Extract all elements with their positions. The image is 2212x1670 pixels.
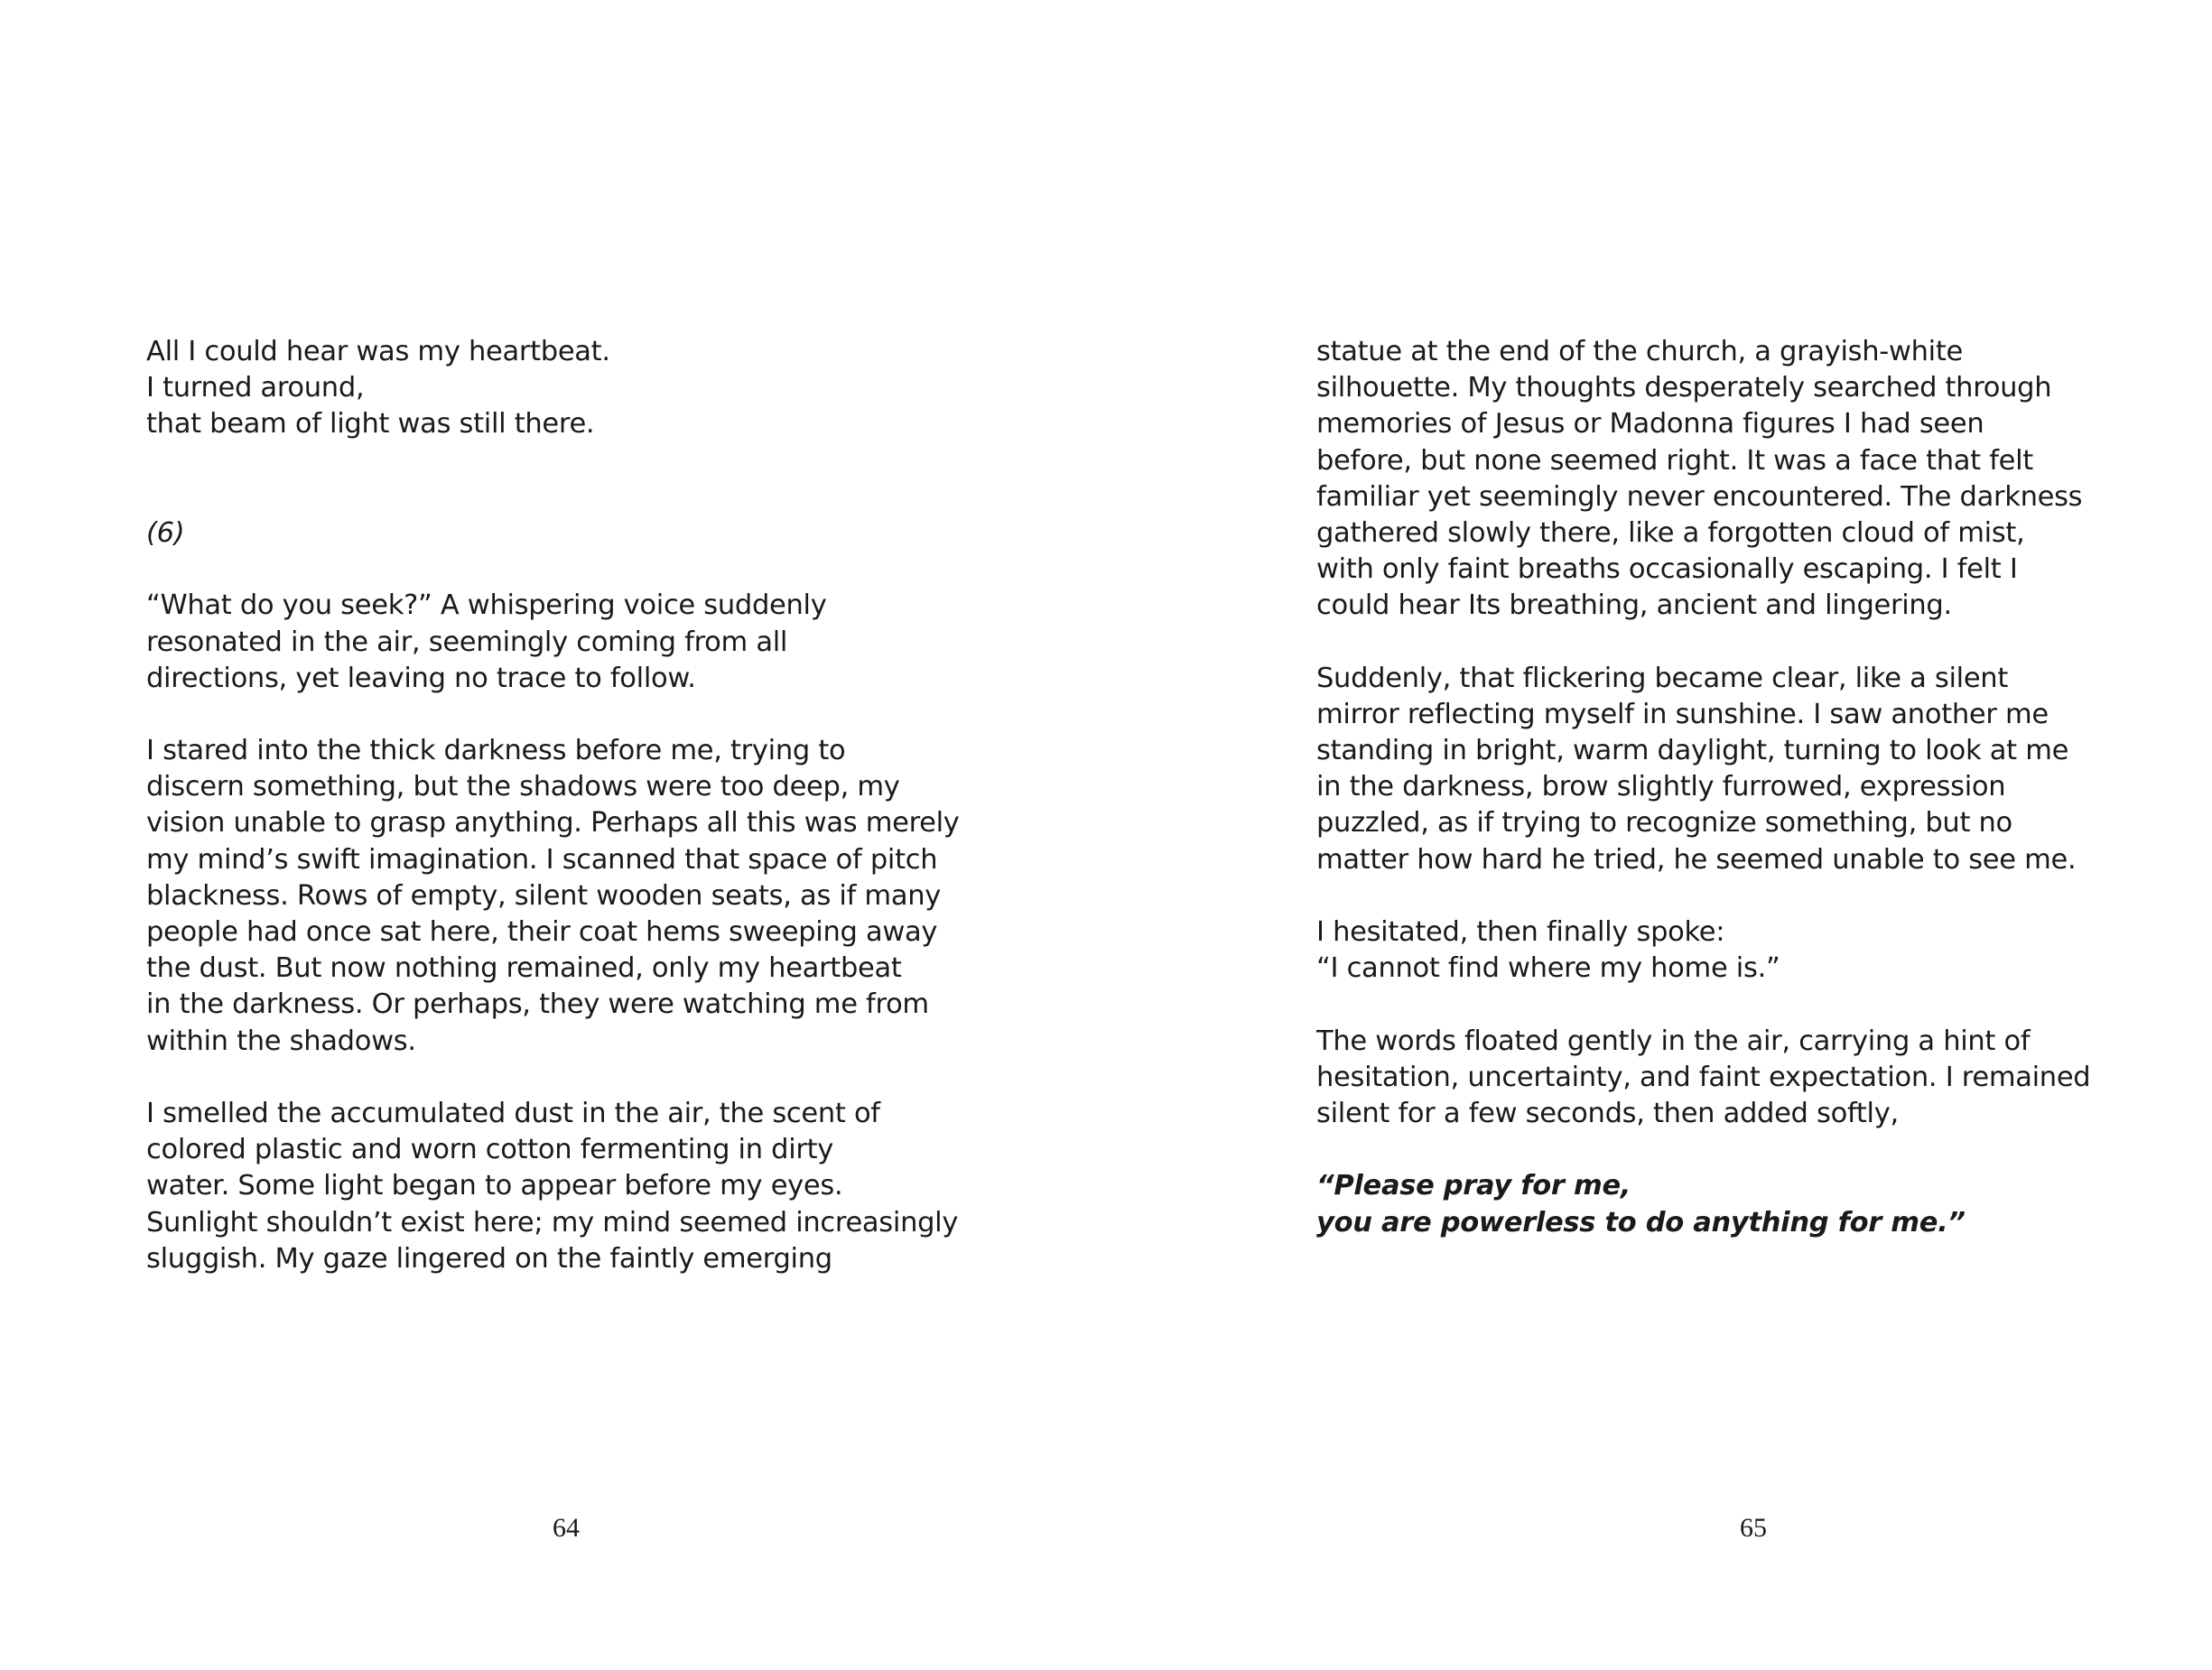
right-page <box>1106 0 2212 1670</box>
section-heading: (6) <box>146 516 185 549</box>
right-page-text <box>1316 334 2129 1241</box>
text-line: I stared into the thick darkness before me, trying to <box>146 735 846 767</box>
text-line: my mind’s swift imagination. I scanned that space of pitch <box>146 843 938 876</box>
text-line: “I cannot find where my home is.” <box>1316 952 1780 985</box>
text-line: “What do you seek?” A whispering voice suddenly <box>146 589 827 622</box>
text-line: vision unable to grasp anything. Perhaps all this was merely <box>146 807 960 840</box>
text-line: blackness. Rows of empty, silent wooden seats, as if many <box>146 879 942 912</box>
text-line: familiar yet seemingly never encountered. The darkness <box>1316 480 2083 513</box>
page-number-left: 64 <box>553 1513 580 1543</box>
text-line: gathered slowly there, like a forgotten cloud of mist, <box>1316 516 2025 549</box>
text-line: matter how hard he tried, he seemed unable to see me. <box>1316 843 2077 876</box>
text-line: statue at the end of the church, a grayish-white <box>1316 336 1963 367</box>
quote-line: you are powerless to do anything for me.” <box>1316 1206 1966 1239</box>
text-line: All I could hear was my heartbeat. <box>146 336 610 367</box>
text-line: that beam of light was still there. <box>146 408 595 441</box>
text-line: memories of Jesus or Madonna figures I had seen <box>1316 408 1984 441</box>
text-line: I turned around, <box>146 372 365 404</box>
text-line: mirror reflecting myself in sunshine. I saw another me <box>1316 698 2049 730</box>
text-line: within the shadows. <box>146 1025 416 1057</box>
text-line: Suddenly, that flickering became clear, like a silent <box>1316 662 2008 694</box>
text-line: water. Some light began to appear before my eyes. <box>146 1170 843 1202</box>
text-line: standing in bright, warm daylight, turning to look at me <box>1316 735 2069 767</box>
text-line: resonated in the air, seemingly coming from all <box>146 626 788 658</box>
text-line: silent for a few seconds, then added softly, <box>1316 1097 1899 1129</box>
text-line: sluggish. My gaze lingered on the faintly emerging <box>146 1242 832 1275</box>
text-line: in the darkness. Or perhaps, they were watching me from <box>146 988 929 1021</box>
text-line: I hesitated, then finally spoke: <box>1316 916 1725 948</box>
text-line: discern something, but the shadows were too deep, my <box>146 771 900 803</box>
text-line: in the darkness, brow slightly furrowed, expression <box>1316 771 2006 803</box>
text-line: the dust. But now nothing remained, only my heartbeat <box>146 952 902 985</box>
text-line: I smelled the accumulated dust in the air, the scent of <box>146 1097 880 1129</box>
text-line: with only faint breaths occasionally escaping. I felt I <box>1316 553 2018 586</box>
left-page-text <box>146 334 959 1277</box>
page-number-right: 65 <box>1740 1513 1767 1543</box>
text-line: puzzled, as if trying to recognize something, but no <box>1316 807 2012 840</box>
text-line: people had once sat here, their coat hems sweeping away <box>146 916 938 948</box>
text-line: hesitation, uncertainty, and faint expectation. I remained <box>1316 1061 2091 1093</box>
text-line: before, but none seemed right. It was a face that felt <box>1316 444 2033 477</box>
text-line: Sunlight shouldn’t exist here; my mind seemed increasingly <box>146 1206 959 1239</box>
text-line: could hear Its breathing, ancient and lingering. <box>1316 589 1952 622</box>
text-line: directions, yet leaving no trace to follow. <box>146 662 696 694</box>
quote-line: “Please pray for me, <box>1316 1170 1631 1202</box>
text-line: colored plastic and worn cotton fermenting in dirty <box>146 1134 834 1166</box>
text-line: The words floated gently in the air, carrying a hint of <box>1316 1025 2031 1057</box>
text-line: silhouette. My thoughts desperately searched through <box>1316 372 2052 404</box>
